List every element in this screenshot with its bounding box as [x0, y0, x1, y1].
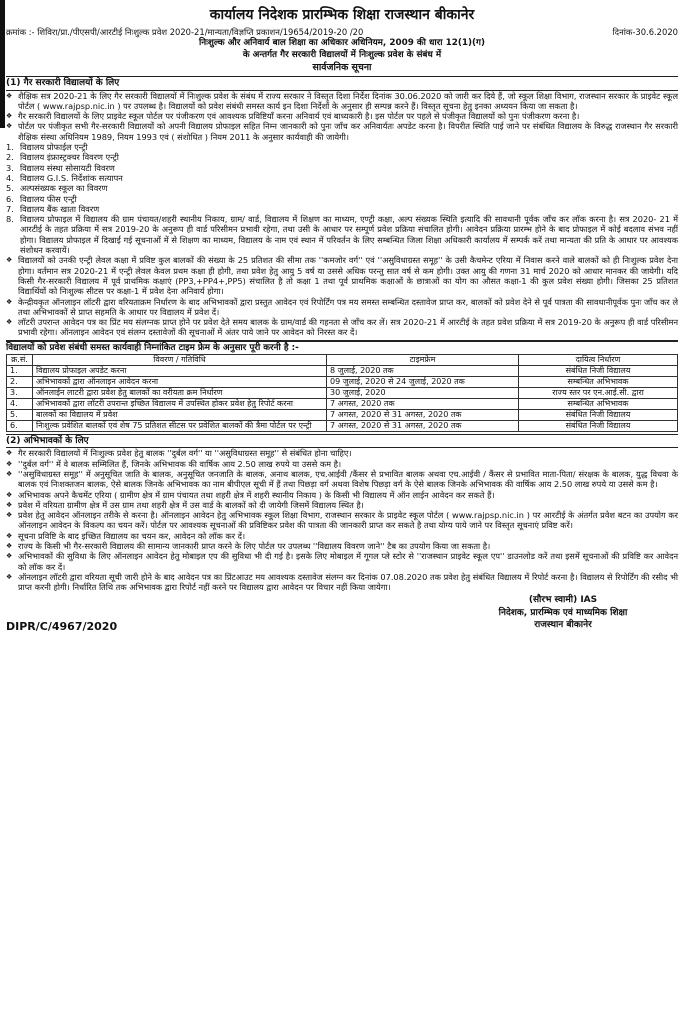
column-header: दायित्व निर्धारण — [519, 355, 678, 366]
bullet-text: प्रवेश हेतु आवेदन ऑनलाइन तरीके से करना है। ऑनलाइन आवेदन हेतु अभिभावक स्कूल शिक्षा विभाग, राजस्थान सरकार के प्राइवेट स्कूल पोर्टल ( www.rajpsp.nic.in ) पर आरटीई के अंतर्गत प्रवेश बटन का उपयोग कर ऑनलाइन आवेदन के विकल्प का चयन करें। पोर्टल पर आवश्यक सूचनाओं की प्रविष्टिकर प्रवेश की पात्रता की जानकारी प्राप्त कर सकते है तथा योग्य पाये जाने पर विस्तृत सूचनाएं प्रविष्ट करें। — [18, 510, 678, 531]
bullet-text: अभिभावक अपने कैचमेंट एरिया ( ग्रामीण क्षेत्र में ग्राम पंचायत तथा शहरी क्षेत्र में शहरी स्थानीय निकाय ) के किसी भी विद्यालय में ऑन लाईन आवेदन कर सकते हैं। — [18, 489, 495, 500]
numbered-item — [6, 163, 678, 173]
table-cell: राज्य स्तर पर एन.आई.सी. द्वारा — [519, 388, 678, 399]
bullet-text: विद्यालयों को उनकी एन्ट्री लेवल कक्षा में प्रविष्ट कुल बालकों की संख्या के 25 प्रतिशत की सीमा तक ''कमजोर वर्ग'' एवं ''असुविधाग्रस्त समूह'' के उसी कैचमेन्ट एरिया में निवास करने वाले बालकों को ही निःशुल्क प्रवेश देना होगा। वर्तमान सत्र 2020-21 में एन्ट्री लेवल केवल प्रथम कक्षा ही होगी, तथा प्रवेश हेतु आयु 5 वर्ष या उससे अधिक परन्तु सात वर्ष से कम होगी। उक्त आयु की गणना 31 मार्च 2020 को आधार मानकर की जायेगी। यदि किसी गैर-सरकारी विद्यालय में पूर्व प्राथमिक कक्षाएं (PP3,+PP4+,PP5) संचालित है तो कक्षा 1 तथा पूर्व प्राथमिक कक्षाओं के छात्राओं का योग का औसत कक्षा-1 की कुल प्रवेश संख्या होगी। जिसका 25 प्रतिशत विद्यार्थियों को निःशुल्क सीटस पर कक्षा-1 में प्रवेश देना अनिवार्य होगा। — [18, 255, 679, 297]
bullet-item — [6, 448, 678, 458]
office-title: कार्यालय निदेशक प्रारम्भिक शिक्षा राजस्थान बीकानेर — [209, 7, 475, 23]
table-row — [7, 377, 678, 388]
section-private-schools-heading: (1) गैर सरकारी विद्यालयों के लिए — [6, 76, 678, 90]
section-parents-heading: (2) अभिभावकों के लिए — [6, 434, 678, 448]
item-text: विद्यालय इंफ्रास्ट्रक्चर विवरण एन्ट्री — [20, 152, 119, 163]
item-text: विद्यालय संस्था सोसायटी विवरण — [20, 162, 115, 173]
numbered-item — [6, 214, 678, 255]
bullet-text: केन्द्रीयकृत ऑनलाइन लॉटरी द्वारा वरियताक्रम निर्धारण के बाद अभिभावकों द्वारा प्रस्तुत आवेदन एवं रिपोर्टिंग पत्र मय समस्त सम्बन्धित दस्तावेज प्राप्त कर, बालकों को प्रवेश देने से पूर्व पात्रता की सावधानीपूर्वक पुनः जाँच कर ले तथा अभिभावकों से प्राप्त सहमति के आधार पर विद्यालय में प्रवेश दें। — [18, 296, 678, 317]
bullet-item — [6, 551, 678, 572]
notice-heading: सार्वजनिक सूचना — [312, 62, 372, 74]
diamond-bullet-icon: ❖ — [6, 490, 13, 499]
bullet-text: गैर सरकारी विद्यालयों के लिए प्राइवेट स्कूल पोर्टल पर पंजीकरण एवं आवश्यक प्रविष्टियाँ करना अनिवार्य एवं बाध्यकारी है। इस पोर्टल पर पहले से पंजीकृत विद्यालयों को पुनः पंजीकरण करना है। — [18, 111, 580, 122]
item-number: 3. — [6, 162, 14, 173]
table-row — [7, 388, 678, 399]
item-text: विद्यालय G.I.S. निर्देशांक सत्यापन — [20, 172, 123, 183]
column-header: टाइमफ्रेम — [327, 355, 519, 366]
item-number: 1. — [6, 142, 14, 153]
table-cell: 30 जुलाई, 2020 — [327, 388, 519, 399]
numbered-item — [6, 194, 678, 204]
signature-block — [6, 594, 678, 632]
bullet-text: सूचना प्रविष्टि के बाद इच्छित विद्यालय का चयन कर, आवेदन को लॉक कर दें। — [18, 530, 246, 541]
table-row — [7, 399, 678, 410]
bullet-text: ऑनलाइन लॉटरी द्वारा वरियता सूची जारी होने के बाद आवेदन पत्र का प्रिंटआउट मय आवश्यक दस्तावेज संलग्न कर दिनांक 07.08.2020 तक प्रवेश हेतु संबंधित विद्यालय में रिपोर्ट करना है। विद्यालय से रिपोर्टिंग की रसीद भी प्राप्त करनी होगी। निर्धारित तिथि तक अभिभावक द्वारा रिपोर्ट नहीं करने पर विद्यालय द्वारा आवेदन पर विचार नहीं किया जायेगा। — [18, 571, 678, 593]
bullet-text: पोर्टल पर पंजीकृत सभी गैर-सरकारी विद्यालयों को अपनी विद्यालय प्रोफाइल सहित निम्न जानकारी को पुनः जाँच कर अनिवार्यतः अपडेट करना है। विपरीत स्थिति पाई जाने पर संबंधित विद्यालय के विरुद्ध राजस्थान गैर सरकारी शैक्षिक संस्था अधिनियम 1989, नियम 1993 एवं ( संशोधित ) नियम 2011 के अनुसार कार्यवाही की जायेगी। — [18, 121, 678, 142]
table-cell: विद्यालय प्रोफाइल अपडेट करना — [33, 366, 327, 377]
diamond-bullet-icon: ❖ — [6, 122, 13, 131]
signatory-designation: निदेशक, प्रारम्भिक एवं माध्यमिक शिक्षा — [498, 607, 628, 618]
bullet-text: प्रवेश में वरियता ग्रामीण क्षेत्र में उस ग्राम तथा शहरी क्षेत्र में उस वार्ड के बालकों को दी जायेगी जिसमें विद्यालय स्थित है। — [18, 499, 364, 510]
reference-number: क्रमांक :- शिविरा/प्रा./पीएसपी/आरटीई निःशुल्क प्रवेश 2020-21/मान्यता/विज्ञप्ति प्रकाशन/19654/2019-20 /20 — [6, 27, 364, 37]
numbered-item — [6, 173, 678, 183]
bullet-text: शैक्षिक सत्र 2020-21 के लिए गैर सरकारी विद्यालयों में निःशुल्क प्रवेश के संबंध में राज्य सरकार ने विस्तृत दिशा निर्देश दिनांक 30.06.2020 को जारी कर दिये हैं, जो स्कूल शिक्षा विभाग, राजस्थान सरकार के प्राइवेट स्कूल पोर्टल ( www.rajpsp.nic.in ) पर उपलब्ध है। विद्यालयों को प्रवेश संबंधी समस्त कार्य इन दिशा निर्देशों के अनुसार ही सम्पन्न करने हैं। विस्तृत सूचना हेतु इनका अध्ययन किया जा सकता है। — [18, 90, 678, 111]
act-subtitle-2: के अन्तर्गत गैर सरकारी विद्यालयों में निःशुल्क प्रवेश के संबंध में — [242, 50, 442, 61]
signatory-name: (सौरभ स्वामी) IAS — [528, 595, 598, 606]
table-row — [7, 366, 678, 377]
bullet-item — [6, 91, 678, 112]
table-cell: अभिभावकों द्वारा ऑनलाइन आवेदन करना — [33, 377, 327, 388]
diamond-bullet-icon: ❖ — [6, 449, 13, 458]
table-cell: 5. — [7, 410, 33, 421]
section-private-schools-bullets — [6, 91, 678, 142]
diamond-bullet-icon: ❖ — [6, 318, 13, 327]
section-parents-bullets — [6, 448, 678, 592]
bullet-text: लॉटरी उपरान्त आवेदन पत्र का प्रिंट मय संलग्नक प्राप्त होने पर प्रवेश देते समय बालक के ग्राम/वार्ड की गहनता से जाँच कर लें। सत्र 2020-21 में आरटीई के तहत प्रवेश प्रक्रिया में सत्र 2019-20 के अनुरूप ही वार्ड परिसीमन प्रभावी रहेगा। ऑनलाइन आवेदन एवं संलग्न दस्तावेजों की सूचनाओं में अंतर पाये जाने पर आवेदन को निरस्त कर दें। — [18, 317, 678, 338]
bullet-text: ''दुर्बल वर्ग'' में वे बालक सम्मिलित हैं, जिनके अभिभावक की वार्षिक आय 2.50 लाख रुपये या उससे कम है। — [18, 458, 342, 469]
table-cell: 4. — [7, 399, 33, 410]
dipr-code: DIPR/C/4967/2020 — [6, 619, 118, 633]
item-number: 6. — [6, 193, 14, 204]
bullet-item — [6, 500, 678, 510]
item-number: 5. — [6, 183, 14, 194]
item-text: विद्यालय प्रोफाईल एन्ट्री — [20, 142, 88, 153]
table-cell: 3. — [7, 388, 33, 399]
reference-row — [6, 27, 678, 37]
numbered-item — [6, 152, 678, 162]
bullet-item — [6, 490, 678, 500]
item-text: अल्पसंख्यक स्कूल का विवरण — [20, 183, 108, 194]
timeframe-heading: विद्यालयों को प्रवेश संबंधी समस्त कार्यवाही निम्नांकित टाइम फ्रेम के अनुसार पूरी करनी है :- — [6, 340, 678, 353]
bullet-item — [6, 317, 678, 338]
bullet-item — [6, 111, 678, 121]
bullet-item — [6, 469, 678, 490]
table-cell: संबंधित निजी विद्यालय — [519, 421, 678, 432]
table-row — [7, 421, 678, 432]
item-number: 8. — [6, 214, 14, 225]
table-cell: ऑनलाईन लाटरी द्वारा प्रवेश हेतु बालकों का वरीयता क्रम निर्धारण — [33, 388, 327, 399]
diamond-bullet-icon: ❖ — [6, 511, 13, 520]
diamond-bullet-icon: ❖ — [6, 297, 13, 306]
table-cell: 1. — [7, 366, 33, 377]
timeframe-header-row — [7, 355, 678, 366]
bullet-item — [6, 255, 678, 296]
bullet-item — [6, 297, 678, 318]
item-number: 4. — [6, 172, 14, 183]
table-cell: अभिभावकों द्वारा लॉटरी उपरान्त इच्छित विद्यालय में उपस्थित होकर प्रवेश हेतु रिपोर्ट करना — [33, 399, 327, 410]
bullet-text: राज्य के किसी भी गैर-सरकारी विद्यालय की सामान्य जानकारी प्राप्त करने के लिए पोर्टल पर उपलब्ध ''विद्यालय विवरण जाने'' टैब का उपयोग किया जा सकता है। — [18, 540, 491, 551]
diamond-bullet-icon: ❖ — [6, 112, 13, 121]
signatory-office: राजस्थान बीकानेर — [534, 620, 592, 631]
diamond-bullet-icon: ❖ — [6, 91, 13, 100]
table-cell: बालकों का विद्यालय में प्रवेश — [33, 410, 327, 421]
diamond-bullet-icon: ❖ — [6, 500, 13, 509]
table-cell: सम्बन्धित अभिभावक — [519, 377, 678, 388]
table-cell: 7 अगस्त, 2020 से 31 अगस्त, 2020 तक — [327, 421, 519, 432]
diamond-bullet-icon: ❖ — [6, 459, 13, 468]
table-cell: सम्बन्धित अभिभावक — [519, 399, 678, 410]
table-cell: निःशुल्क प्रवेशित बालकों एवं शेष 75 प्रतिशत सीटस पर प्रवेशित बालकों की त्रैमा पोर्टल पर एन्ट्री — [33, 421, 327, 432]
table-cell: 8 जुलाई, 2020 तक — [327, 366, 519, 377]
table-cell: संबंधित निजी विद्यालय — [519, 366, 678, 377]
table-cell: 7 अगस्त, 2020 से 31 अगस्त, 2020 तक — [327, 410, 519, 421]
bullet-text: अभिभावकों की सुविधा के लिए ऑनलाइन आवेदन हेतु मोबाइल एप की सुविधा भी दी गई है। इसके लिए मोबाइल में गूगल प्ले स्टोर से ''राजस्थान प्राइवेट स्कूल एप'' डाउनलोड करें तथा इसमें सूचनाओं की प्रविष्टि कर आवेदन को लॉक कर दें। — [18, 551, 678, 572]
table-cell: 09 जुलाई, 2020 से 24 जुलाई, 2020 तक — [327, 377, 519, 388]
act-subtitle: निःशुल्क और अनिवार्य बाल शिक्षा का अधिकार अधिनियम, 2009 की धारा 12(1)(ग) — [198, 38, 486, 49]
table-cell: 7 अगस्त, 2020 तक — [327, 399, 519, 410]
diamond-bullet-icon: ❖ — [6, 541, 13, 550]
bullet-text: गैर सरकारी विद्यालयों में निःशुल्क प्रवेश हेतु बालक ''दुर्बल वर्ग'' या ''असुविधाग्रस्त समूह'' से संबंधित होना चाहिए। — [18, 448, 352, 459]
numbered-item — [6, 183, 678, 193]
numbered-item — [6, 204, 678, 214]
signatory — [448, 594, 678, 632]
item-text: विद्यालय फीस एन्ट्री — [20, 193, 77, 204]
timeframe-table — [6, 354, 678, 432]
bullet-item — [6, 531, 678, 541]
bullet-item — [6, 121, 678, 142]
table-cell: 2. — [7, 377, 33, 388]
bullet-item — [6, 510, 678, 531]
diamond-bullet-icon: ❖ — [6, 531, 13, 540]
item-text: विद्यालय प्रोफाइल में विद्यालय की ग्राम पंचायत/शहरी स्थानीय निकाय, ग्राम/ वार्ड, विद्यालय में शिक्षण का माध्यम, एण्ट्री कक्षा, अल्प संख्यक स्थिति इत्यादि की सावधानी पूर्वक जाँच कर लॉक करना है। सत्र 2020- 21 में आरटीई के तहत प्रक्रिया में सत्र 2019-20 के अनुरूप ही वार्ड परिसीमन प्रभावी रहेगा, तथा उसी के आधार पर सम्पूर्ण प्रवेश प्रक्रिया संचालित होगी। आवेदन प्रक्रिया प्रारम्भ होने के बाद प्रोफाइल में कोई बदलाव संभव नहीं होगा। विद्यालय प्रोफाइल में दिखाई गई सूचनाओं में से शिक्षण का माध्यम, विद्यालय के नाम एवं स्थान में परिवर्तन के लिए सम्बन्धित जिला शिक्षा अधिकारी कार्यालय में सम्पर्क करें तथा मान्यता की प्रति के आधार पर आवश्यक संशोधन करवायें। — [20, 214, 678, 256]
item-number: 7. — [6, 203, 14, 214]
item-number: 2. — [6, 152, 14, 163]
diamond-bullet-icon: ❖ — [6, 572, 13, 581]
bullet-item — [6, 459, 678, 469]
bullet-item — [6, 572, 678, 593]
diamond-bullet-icon: ❖ — [6, 552, 13, 561]
column-header: विवरण / गतिविधि — [33, 355, 327, 366]
column-header: क्र.सं. — [7, 355, 33, 366]
numbered-item — [6, 142, 678, 152]
diamond-bullet-icon: ❖ — [6, 256, 13, 265]
item-text: विद्यालय बैंक खाता विवरण — [20, 203, 100, 214]
bullet-item — [6, 541, 678, 551]
table-cell: 6. — [7, 421, 33, 432]
section-private-schools-bullets-2 — [6, 255, 678, 337]
notice-date: दिनांक-30.6.2020 — [612, 27, 678, 37]
section-private-schools-numbered — [6, 142, 678, 255]
bullet-text: ''असुविधाग्रस्त समूह'' में अनुसूचित जाति के बालक, अनुसूचित जनजाति के बालक, अनाथ बालक, एच.आईवी /कैंसर से प्रभावित बालक अथवा एच.आईवी / कैंसर से प्रभावित माता-पिता/ संरक्षक के बालक, युद्ध विधवा के बालक एवं निःशक्तजन बालक, ऐसे बालक जिनके अभिभावक का नाम बीपीएल सूची में हैं तथा पिछड़ा वर्ग अथवा विशेष पिछड़ा वर्ग के ऐसे बालक जिनके अभिभावक की वार्षिक आय 2.50 लाख रुपये या उससे कम है। — [18, 468, 678, 490]
table-row — [7, 410, 678, 421]
diamond-bullet-icon: ❖ — [6, 469, 13, 478]
table-cell: संबंधित निजी विद्यालय — [519, 410, 678, 421]
